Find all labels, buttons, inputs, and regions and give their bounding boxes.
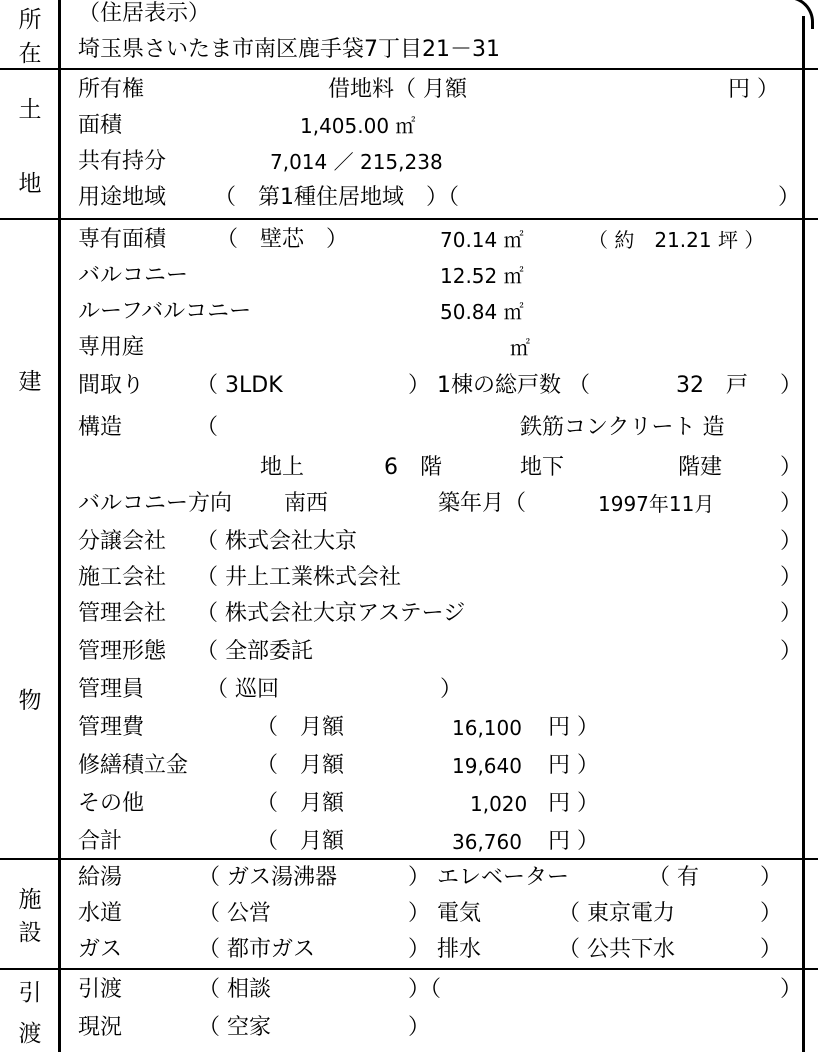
staff-label: 管理員	[78, 677, 145, 702]
section-label-location	[0, 0, 60, 68]
manager-value: （ 株式会社大京アステージ	[196, 601, 466, 626]
divider-location	[0, 68, 818, 70]
handover-mid: ）（	[408, 977, 442, 1002]
electricity-end: ）	[760, 901, 783, 926]
elevator-value: （ 有	[648, 865, 699, 890]
builder-end: ）	[780, 565, 803, 590]
hot-water-value: （ ガス湯沸器	[198, 865, 337, 890]
elevator-end: ）	[760, 865, 783, 890]
gas-value: （ 都市ガス	[198, 937, 315, 962]
hot-water-label: 給湯	[78, 865, 123, 890]
layout-label: 間取り	[78, 373, 145, 398]
handover-value: （ 相談	[198, 977, 271, 1002]
fee-row	[78, 786, 804, 822]
label-char: 物	[18, 688, 42, 714]
status-value: （ 空家	[198, 1015, 271, 1040]
drain-value: （ 公共下水	[558, 937, 675, 962]
fee-label: 修繕積立金	[78, 753, 189, 778]
handover-row	[78, 972, 804, 1008]
built-end: ）	[780, 491, 803, 516]
floors-below-value: 階建	[678, 455, 723, 480]
floors-row	[78, 450, 804, 486]
structure-label: 構造	[78, 415, 123, 440]
lease-label: 借地料（ 月額	[328, 77, 467, 102]
divider-land	[0, 218, 818, 220]
builder-label: 施工会社	[78, 565, 167, 590]
fee-label: その他	[78, 791, 145, 816]
label-char: 在	[18, 40, 42, 67]
fee-amount: 19,640	[452, 754, 522, 778]
garden-value: ㎡	[510, 336, 530, 360]
address: 埼玉県さいたま市南区鹿手袋7丁目21－31	[78, 37, 500, 62]
units-end: ）	[780, 373, 803, 398]
structure-open: （	[196, 415, 219, 440]
section-label-building	[0, 220, 60, 858]
fee-row	[78, 824, 804, 860]
builder-row	[78, 560, 804, 596]
balcony-value: 12.52 ㎡	[440, 264, 524, 288]
label-char: 施	[18, 887, 42, 913]
fee-label: 管理費	[78, 715, 145, 740]
location-title-row	[78, 0, 804, 32]
staff-end: ）	[440, 677, 463, 702]
water-row	[78, 896, 804, 932]
balcony-label: バルコニー	[78, 263, 189, 288]
hot-water-row	[78, 860, 804, 896]
builder-value: （ 井上工業株式会社	[196, 565, 401, 590]
fee-amount: 36,760	[452, 830, 522, 854]
section-label-facilities	[0, 860, 60, 968]
manager-label: 管理会社	[78, 601, 167, 626]
fee-unit: 円 ）	[548, 753, 599, 778]
direction-row	[78, 486, 804, 522]
drain-label: ） 排水	[408, 937, 481, 962]
section-label-land	[0, 70, 60, 218]
manager-row	[78, 596, 804, 632]
label-char: 設	[18, 920, 42, 946]
land-area-label: 面積	[78, 113, 123, 138]
label-char: 渡	[18, 1021, 42, 1047]
zoning-label: 用途地域	[78, 185, 167, 210]
structure-row	[78, 410, 804, 446]
roof-balcony-value: 50.84 ㎡	[440, 300, 524, 324]
gas-row	[78, 932, 804, 968]
ownership-type: 所有権	[78, 77, 145, 102]
mgmt-type-end: ）	[780, 639, 803, 664]
fee-monthly: （ 月額	[256, 829, 345, 854]
developer-label: 分譲会社	[78, 529, 167, 554]
private-area-label: 専有面積	[78, 227, 167, 252]
fee-unit: 円 ）	[548, 791, 599, 816]
handover-label: 引渡	[78, 977, 123, 1002]
developer-end: ）	[780, 529, 803, 554]
electricity-value: （ 東京電力	[558, 901, 675, 926]
land-area-value: 1,405.00 ㎡	[300, 114, 416, 138]
fee-monthly: （ 月額	[256, 791, 345, 816]
share-value: 7,014 ／ 215,238	[270, 150, 443, 174]
electricity-label: ） 電気	[408, 901, 481, 926]
handover-end: ）	[780, 977, 803, 1002]
fee-amount: 16,100	[452, 716, 522, 740]
private-area-value: 70.14 ㎡	[440, 228, 524, 252]
label-char: 土	[18, 96, 42, 123]
status-label: 現況	[78, 1015, 123, 1040]
layout-row	[78, 368, 804, 404]
floors-above-label: 地上	[260, 455, 305, 480]
built-label: 築年月（	[438, 491, 527, 516]
section-label-handover	[0, 970, 60, 1052]
elevator-label: ） エレベーター	[408, 865, 569, 890]
floors-above-value: 6 階	[384, 455, 442, 480]
land-share-row	[78, 144, 804, 180]
land-ownership-row	[78, 72, 804, 108]
share-label: 共有持分	[78, 149, 167, 174]
roof-balcony-row	[78, 294, 804, 330]
mgmt-type-row	[78, 634, 804, 670]
status-row	[78, 1010, 804, 1046]
fee-monthly: （ 月額	[256, 753, 345, 778]
fee-amount: 1,020	[470, 792, 528, 816]
mgmt-type-label: 管理形態	[78, 639, 167, 664]
units-label: ） 1棟の総戸数 （	[408, 373, 590, 398]
fee-unit: 円 ）	[548, 715, 599, 740]
land-area-row	[78, 108, 804, 144]
garden-row	[78, 330, 804, 366]
label-char: 所	[18, 6, 42, 33]
fee-row	[78, 710, 804, 746]
garden-label: 専用庭	[78, 335, 145, 360]
label-char: 建	[18, 369, 42, 395]
fee-monthly: （ 月額	[256, 715, 345, 740]
roof-balcony-label: ルーフバルコニー	[78, 299, 252, 324]
developer-row	[78, 524, 804, 560]
structure-value: 鉄筋コンクリート 造	[520, 415, 725, 440]
layout-value: （ 3LDK	[196, 373, 283, 398]
floors-below-label: 地下	[520, 455, 565, 480]
developer-value: （ 株式会社大京	[196, 529, 357, 554]
staff-value: （ 巡回	[206, 677, 279, 702]
fee-row	[78, 748, 804, 784]
water-value: （ 公営	[198, 901, 271, 926]
mgmt-type-value: （ 全部委託	[196, 639, 313, 664]
zoning-value: （ 第1種住居地域 ）（	[214, 185, 459, 210]
label-char: 引	[18, 980, 42, 1006]
zoning-end: ）	[778, 185, 801, 210]
zoning-row	[78, 180, 804, 216]
location-title: （住居表示）	[78, 1, 211, 26]
lease-unit: 円 ）	[728, 77, 779, 102]
balcony-row	[78, 258, 804, 294]
staff-row	[78, 672, 804, 708]
fee-unit: 円 ）	[548, 829, 599, 854]
direction-value: 南西	[284, 491, 329, 516]
water-label: 水道	[78, 901, 123, 926]
status-end: ）	[408, 1015, 431, 1040]
divider-facilities	[0, 968, 818, 970]
direction-label: バルコニー方向	[78, 491, 233, 516]
units-value: 32 戸	[676, 373, 748, 398]
drain-end: ）	[760, 937, 783, 962]
private-area-row	[78, 222, 804, 258]
address-row	[78, 32, 804, 68]
private-area-basis: （ 壁芯 ）	[216, 227, 349, 252]
private-area-tsubo: （ 約 21.21 坪 ）	[588, 228, 765, 252]
fee-label: 合計	[78, 829, 123, 854]
manager-end: ）	[780, 601, 803, 626]
floors-end: ）	[780, 455, 803, 480]
built-value: 1997年11月	[598, 492, 715, 516]
label-char: 地	[18, 170, 42, 197]
gas-label: ガス	[78, 937, 123, 962]
